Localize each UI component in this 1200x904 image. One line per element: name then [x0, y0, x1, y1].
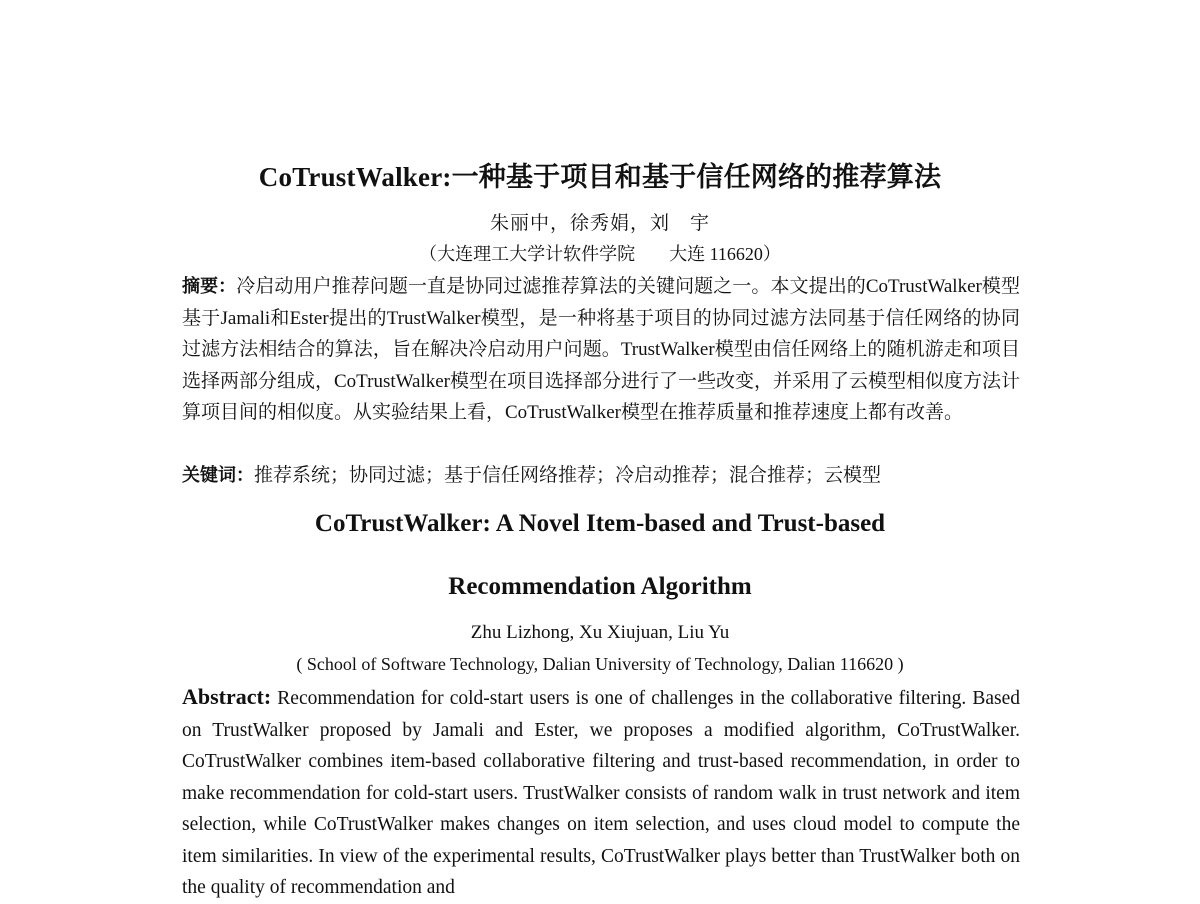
- english-title-line2: Recommendation Algorithm: [448, 573, 752, 600]
- chinese-affiliation: [0, 240, 1200, 268]
- english-affiliation: ( School of Software Technology, Dalian University of Technology, Dalian 116620 ): [296, 654, 904, 674]
- chinese-title: CoTrustWalker:一种基于项目和基于信任网络的推荐算法: [258, 162, 942, 192]
- chinese-abstract-text: 冷启动用户推荐问题一直是协同过滤推荐算法的关键问题之一。本文提出的CoTrustWalker模型基于Jamali和Ester提出的TrustWalker模型，是一种将基于项目的协同过滤方法同基于信任网络的协同过滤方法相结合的算法，旨在解决冷启动用户问题。TrustWalker模型由信任网络上的随机游走和项目选择两部分组成，CoTrustWalker模型在项目选择部分进行了一些改变，并采用了云模型相似度方法计算项目间的相似度。从实验结果上看，CoTrustWalker模型在推荐质量和推荐速度上都有改善。: [182, 276, 1021, 423]
- chinese-keywords-label: 关键词：: [182, 465, 254, 486]
- chinese-affiliation-school: （大连理工大学计软件学院: [419, 244, 636, 264]
- chinese-keywords: [182, 460, 1020, 491]
- english-abstract-label: Abstract:: [182, 684, 272, 709]
- chinese-affiliation-city: 大连 116620）: [669, 244, 781, 264]
- chinese-abstract-label: 摘要：: [182, 276, 237, 297]
- english-title-line1: CoTrustWalker: A Novel Item-based and Trust-based: [314, 510, 886, 537]
- chinese-keywords-text: 推荐系统；协同过滤；基于信任网络推荐；冷启动推荐；混合推荐；云模型: [254, 465, 882, 486]
- english-abstract: [182, 681, 1020, 904]
- chinese-abstract: [182, 271, 1020, 429]
- chinese-authors: 朱丽中，徐秀娟，刘 宇: [489, 213, 710, 234]
- english-authors: Zhu Lizhong, Xu Xiujuan, Liu Yu: [470, 622, 730, 643]
- english-abstract-text: Recommendation for cold-start users is one of challenges in the collaborative filtering. Based on TrustWalker proposed by Jamali and Ester, we proposes a modified algorithm, CoTrustWalker. CoTrustWalker combines item-based collaborative filtering and trust-based recommendation, in order to make recommendation for cold-start users. TrustWalker consists of random walk in trust network and item selection, while CoTrustWalker makes changes on item selection, and uses cloud model to compute the item similarities. In view of the experimental results, CoTrustWalker plays better than TrustWalker both on the quality of recommendation and: [182, 688, 1020, 898]
